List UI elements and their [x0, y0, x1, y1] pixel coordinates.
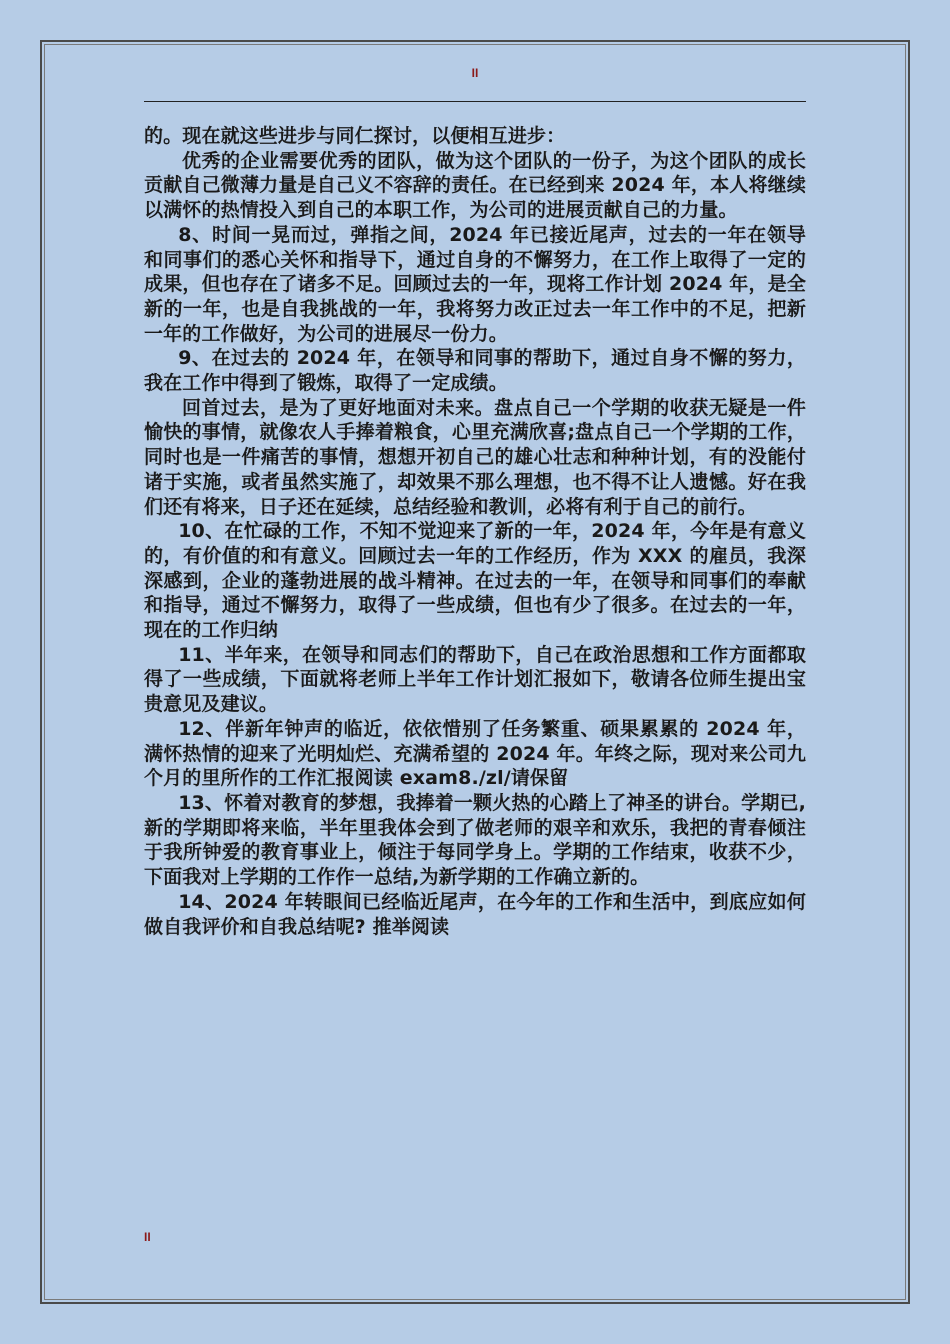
paragraph-8: 8、时间一晃而过，弹指之间，2024 年已接近尾声，过去的一年在领导和同事们的悉心关怀和指导下，通过自身的不懈努力，在工作上取得了一定的成果，但也存在了诸多不足。回顾过去的一年，现将工作计划 2024 年，是全新的一年，也是自我挑战的一年，我将努力改正过去一年工作中的不足，把新一年的工作做好，为公司的进展尽一份力。 [144, 223, 806, 345]
paragraph-13: 13、怀着对教育的梦想，我捧着一颗火热的心踏上了神圣的讲台。学期已,新的学期即将来临，半年里我体会到了做老师的艰辛和欢乐，我把的青春倾注于我所钟爱的教育事业上，倾注于每同学身上。学期的工作结束，收获不少，下面我对上学期的工作作一总结,为新学期的工作确立新的。 [144, 791, 806, 889]
paragraph-intro: 的。现在就这些进步与同仁探讨，以便相互进步： [144, 125, 566, 147]
paragraph-9: 9、在过去的 2024 年，在领导和同事的帮助下，通过自身不懈的努力，我在工作中得到了锻炼，取得了一定成绩。 [144, 347, 806, 395]
paragraph-11: 11、半年来，在领导和同志们的帮助下，自己在政治思想和工作方面都取得了一些成绩，下面就将老师上半年工作计划汇报如下，敬请各位师生提出宝贵意见及建议。 [144, 643, 806, 716]
footer-mark: II [144, 1230, 151, 1244]
header-rule [144, 101, 806, 102]
paragraph-14: 14、2024 年转眼间已经临近尾声，在今年的工作和生活中，到底应如何做自我评价和自我总结呢? 推举阅读 [144, 890, 806, 938]
paragraph-review: 回首过去，是为了更好地面对未来。盘点自己一个学期的收获无疑是一件愉快的事情，就像农人手捧着粮食，心里充满欣喜;盘点自己一个学期的工作，同时也是一件痛苦的事情，想想开初自己的雄心壮志和种种计划，有的没能付诸于实施，或者虽然实施了，却效果不那么理想，也不得不让人遗憾。好在我们还有将来，日子还在延续，总结经验和教训，必将有利于自己的前行。 [144, 396, 806, 518]
paragraph-12: 12、伴新年钟声的临近，依依惜别了任务繁重、硕果累累的 2024 年，满怀热情的迎来了光明灿烂、充满希望的 2024 年。年终之际，现对来公司九个月的里所作的工作汇报阅读 exam8./zl/请保留 [144, 717, 806, 790]
paragraph-team: 优秀的企业需要优秀的团队，做为这个团队的一份子，为这个团队的成长贡献自己微薄力量是自己义不容辞的责任。在已经到来 2024 年，本人将继续以满怀的热情投入到自己的本职工作，为公司的进展贡献自己的力量。 [144, 149, 806, 222]
paragraph-10: 10、在忙碌的工作，不知不觉迎来了新的一年，2024 年，今年是有意义的，有价值的和有意义。回顾过去一年的工作经历，作为 XXX 的雇员，我深深感到，企业的蓬勃进展的战斗精神。在过去的一年，在领导和同事们的奉献和指导，通过不懈努力，取得了一些成绩，但也有少了很多。在过去的一年，现在的工作归纳 [144, 520, 806, 642]
document-body [144, 124, 806, 939]
header-mark: II [471, 66, 479, 80]
